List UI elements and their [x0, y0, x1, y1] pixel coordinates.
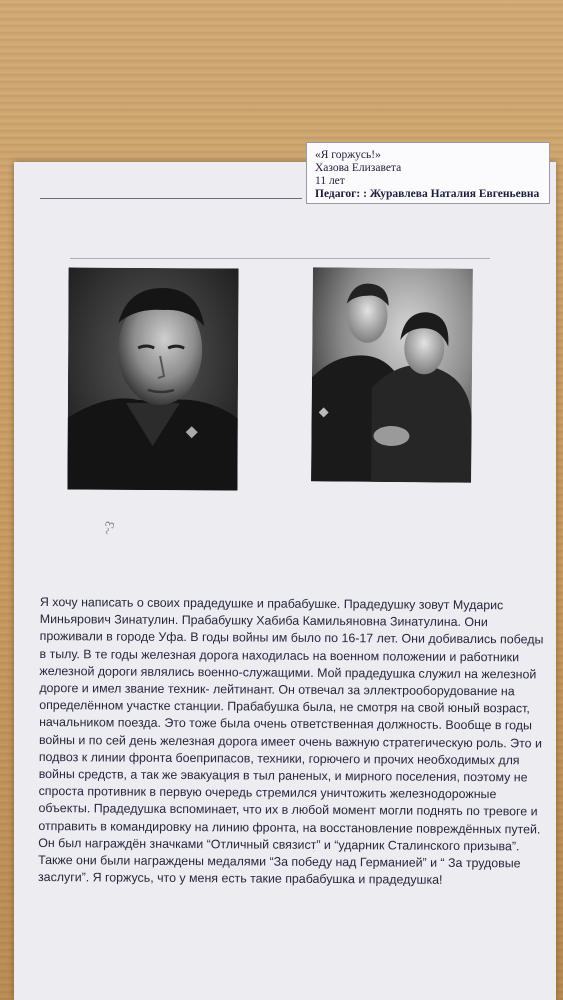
essay-line: Также они были награждены медалями “За победу над Германией” и “ За трудовые [38, 853, 521, 871]
essay-line: войны средств, а так же эвакуация в тыл раненых, и мирного поселения, поэтому не [38, 767, 528, 785]
essay-line: в тылу. В те годы железная дорога находилась на военном положении и работники [39, 646, 520, 664]
essay-line: объекты. Прадедушка вспоминает, что их в любой момент могли поднять по тревоге и [38, 801, 538, 819]
essay-line: проживали в городе Уфа. В годы войны им было по 16-17 лет. Они добивались победы [39, 629, 544, 647]
header-rule-left [40, 198, 302, 199]
essay-line: дороге и имел звание техник- лейтинант. Он отвечал за эллектрооборудование на [39, 681, 515, 699]
student-age: 11 лет [315, 175, 345, 187]
header-box [306, 142, 550, 204]
essay-line: Он был награждён значками “Отличный связист” и “ударник Сталинского призыва”. [38, 835, 520, 854]
handwritten-mark: ~3 [98, 518, 118, 537]
teacher-name: Педагог: : Журавлева Наталия Евгеньевна [315, 188, 540, 200]
couple-portrait-image [311, 267, 473, 482]
student-name: Хазова Елизавета [315, 162, 402, 174]
essay-line: определённом участке станции. Прабабушка была, не смотря на свой юный возраст, [39, 698, 530, 716]
essay-line: Миньярович Зинатулин. Прабабушку Хабиба Камильяновна Зинатулина. Они [39, 612, 488, 630]
couple-portrait-photo [311, 267, 473, 482]
project-title: «Я горжусь!» [315, 149, 381, 161]
essay-line: войны и по сей день железная дорога имеет очень важную стратегическую роль. Это и [38, 732, 542, 751]
essay-line: подвоз к линии фронта боеприпасов, техники, горючего и прочих необходимых для [38, 749, 520, 768]
essay-line: Я хочу написать о своих прадедушке и прабабушке. Прадедушку зовут Мударис [39, 595, 504, 613]
essay-text [38, 594, 544, 890]
essay-line: железной дороги являлись военно-служащими. Мой прадедушка служил на железной [39, 663, 537, 682]
essay-line: спроста противник в первую очередь стремился уничтожить железнодорожные [38, 784, 497, 802]
man-portrait-image [67, 268, 238, 491]
essay-line: заслуги”. Я горжусь, что у меня есть такие прабабушка и прадедушка! [37, 870, 443, 888]
man-portrait-photo [67, 268, 238, 491]
photo-rule [70, 258, 490, 259]
essay-line: начальником поезда. Это тоже была очень ответственная должность. Вообще в годы [39, 715, 532, 733]
essay-line: отправить в командировку на линию фронта, на восстановление повреждённых путей. [38, 818, 541, 837]
